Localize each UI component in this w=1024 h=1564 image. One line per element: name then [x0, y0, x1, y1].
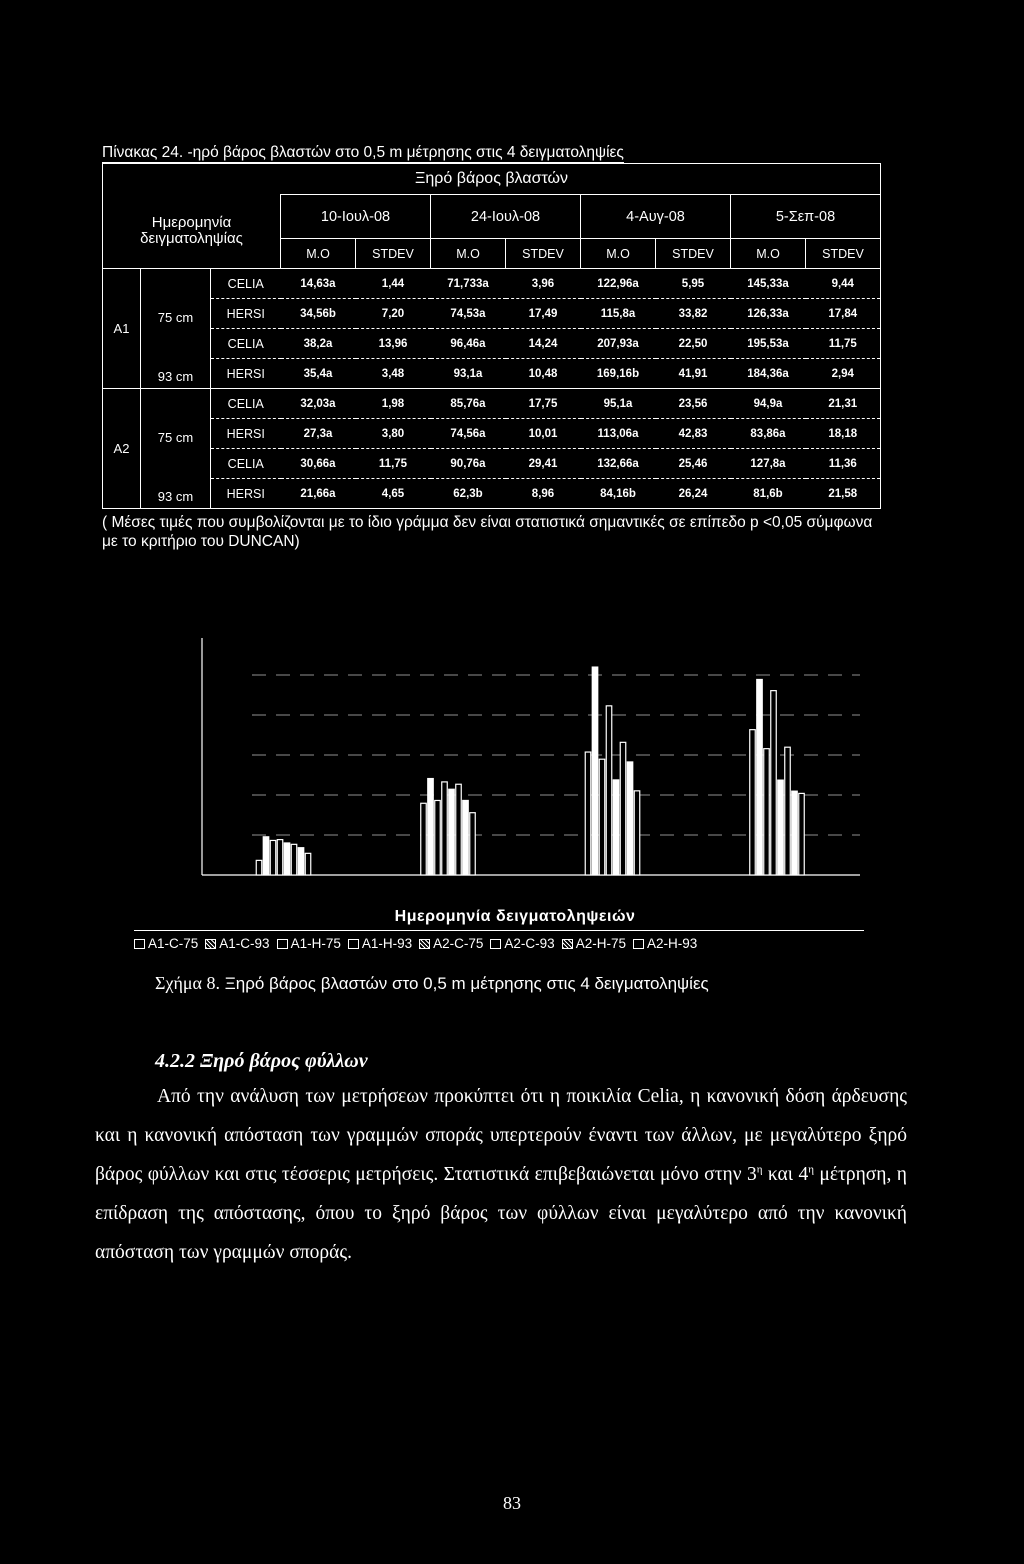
paragraph-text-a: Από την ανάλυση των μετρήσεων προκύπτει ότι η ποικιλία Celia, η κανονική δόση άρδευσης και η κανονική απόσταση των γραμμών σποράς υπερτερούν έναντι των άλλων, με μεγαλύτερο ξηρό βάρος φύλλων και στις τέσσερις μετρήσεις. Στατιστικά επιβεβαιώνεται μόνο στην 3: [95, 1086, 907, 1185]
value-cell: 1,44: [356, 269, 431, 299]
stdev-col-header: STDEV: [656, 239, 731, 269]
variety-cell: HERSI: [211, 299, 281, 329]
bar: [305, 853, 311, 875]
value-cell: 74,53a: [431, 299, 506, 329]
value-cell: 71,733a: [431, 269, 506, 299]
value-cell: 126,33a: [731, 299, 806, 329]
variety-cell: CELIA: [211, 389, 281, 419]
legend-swatch: [419, 939, 430, 949]
value-cell: 10,48: [506, 359, 581, 389]
variety-cell: HERSI: [211, 479, 281, 509]
value-cell: 93,1a: [431, 359, 506, 389]
value-cell: 145,33a: [731, 269, 806, 299]
bar: [627, 762, 633, 875]
bar: [792, 791, 798, 875]
legend-label: A1-C-93: [219, 936, 270, 951]
mean-col-header: Μ.Ο: [581, 239, 656, 269]
bar: [599, 759, 605, 875]
value-cell: 34,56b: [281, 299, 356, 329]
body-paragraph: [95, 1077, 907, 1272]
value-cell: 23,56: [656, 389, 731, 419]
variety-cell: CELIA: [211, 329, 281, 359]
value-cell: 5,95: [656, 269, 731, 299]
section-heading: 4.2.2 Ξηρό βάρος φύλλων: [155, 1050, 368, 1072]
value-cell: 83,86a: [731, 419, 806, 449]
value-cell: 27,3a: [281, 419, 356, 449]
bar: [284, 843, 290, 875]
table-footnote: ( Μέσες τιμές που συμβολίζονται με το ίδιο γράμμα δεν είναι στατιστικά σημαντικές σε επίπεδο p <0,05 σύμφωνα με το κριτήριο του DUNCAN): [102, 514, 873, 550]
variety-cell: HERSI: [211, 419, 281, 449]
bar: [778, 780, 784, 875]
value-cell: 195,53a: [731, 329, 806, 359]
value-cell: 38,2a: [281, 329, 356, 359]
value-cell: 115,8a: [581, 299, 656, 329]
legend-item: [419, 936, 483, 951]
date-header: 4-Αυγ-08: [581, 195, 731, 239]
value-cell: 3,48: [356, 359, 431, 389]
legend-item: [490, 936, 554, 951]
bar: [785, 747, 791, 875]
value-cell: 127,8a: [731, 449, 806, 479]
figure-caption-text: Ξηρό βάρος βλαστών στο 0,5 m μέτρησης στις 4 δειγματοληψίες: [224, 974, 709, 993]
legend-swatch: [134, 939, 145, 949]
legend-swatch: [490, 939, 501, 949]
legend-item: [562, 936, 626, 951]
irrigation-cell: A2: [103, 389, 141, 509]
figure-caption: [155, 973, 709, 994]
bar: [764, 749, 770, 875]
bar: [470, 813, 476, 875]
distance-cell: 75 cm: [141, 269, 211, 329]
value-cell: 14,24: [506, 329, 581, 359]
stdev-col-header: STDEV: [506, 239, 581, 269]
paragraph-text-b: και 4: [762, 1164, 809, 1185]
bar: [263, 837, 269, 875]
figure-caption-label: Σχήμα 8.: [155, 973, 220, 993]
value-cell: 122,96a: [581, 269, 656, 299]
legend-label: A1-C-75: [148, 936, 199, 951]
value-cell: 184,36a: [731, 359, 806, 389]
table-body: [103, 269, 881, 509]
value-cell: 30,66a: [281, 449, 356, 479]
variety-cell: CELIA: [211, 449, 281, 479]
value-cell: 9,44: [806, 269, 881, 299]
legend-label: A1-H-93: [361, 936, 413, 951]
distance-cell: 93 cm: [141, 449, 211, 509]
value-cell: 3,96: [506, 269, 581, 299]
legend-swatch: [562, 939, 573, 949]
distance-cell: 93 cm: [141, 329, 211, 389]
bar: [421, 803, 427, 875]
value-cell: 84,16b: [581, 479, 656, 509]
date-header: 24-Ιουλ-08: [431, 195, 581, 239]
legend-item: [633, 936, 697, 951]
value-cell: 169,16b: [581, 359, 656, 389]
date-label-header: Ημερομηνία δειγματοληψίας: [103, 195, 281, 269]
legend-label: A2-C-75: [433, 936, 484, 951]
table-main-header: Ξηρό βάρος βλαστών: [103, 164, 881, 195]
variety-cell: CELIA: [211, 269, 281, 299]
bar: [634, 791, 640, 875]
table-title: Πίνακας 24. -ηρό βάρος βλαστών στο 0,5 m μέτρησης στις 4 δειγματοληψίες: [102, 144, 624, 161]
bar: [757, 679, 763, 875]
value-cell: 26,24: [656, 479, 731, 509]
legend-divider: [134, 930, 864, 931]
bar: [428, 779, 434, 875]
value-cell: 11,36: [806, 449, 881, 479]
legend-item: [348, 936, 412, 951]
stdev-col-header: STDEV: [356, 239, 431, 269]
value-cell: 14,63a: [281, 269, 356, 299]
value-cell: 17,84: [806, 299, 881, 329]
bar: [606, 706, 612, 875]
value-cell: 94,9a: [731, 389, 806, 419]
legend-label: A2-C-93: [504, 936, 555, 951]
value-cell: 11,75: [356, 449, 431, 479]
paragraph-text-c: μέτρηση, η επίδραση της απόστασης, όπου το ξηρό βάρος των φύλλων είναι μεγαλύτερο από την κανονική απόσταση των γραμμών σποράς.: [95, 1164, 907, 1263]
superscript: η: [808, 1163, 814, 1176]
value-cell: 90,76a: [431, 449, 506, 479]
value-cell: 10,01: [506, 419, 581, 449]
value-cell: 25,46: [656, 449, 731, 479]
value-cell: 81,6b: [731, 479, 806, 509]
value-cell: 4,65: [356, 479, 431, 509]
value-cell: 29,41: [506, 449, 581, 479]
bar: [463, 800, 469, 875]
bar: [277, 840, 283, 875]
bar: [799, 793, 805, 875]
bar: [456, 784, 462, 875]
chart-legend: [134, 936, 874, 951]
chart-x-axis-label: Ημερομηνία δειγματοληψειών: [394, 908, 636, 925]
distance-cell: 75 cm: [141, 389, 211, 449]
bar: [585, 752, 591, 875]
page-number: 83: [503, 1493, 521, 1513]
legend-label: A2-H-75: [575, 936, 626, 951]
mean-col-header: Μ.Ο: [431, 239, 506, 269]
value-cell: 113,06a: [581, 419, 656, 449]
value-cell: 3,80: [356, 419, 431, 449]
bar: [449, 789, 455, 875]
value-cell: 42,83: [656, 419, 731, 449]
data-table: [102, 163, 881, 509]
date-header: 10-Ιουλ-08: [281, 195, 431, 239]
value-cell: 8,96: [506, 479, 581, 509]
value-cell: 74,56a: [431, 419, 506, 449]
bar: [750, 730, 756, 875]
value-cell: 22,50: [656, 329, 731, 359]
legend-label: A1-H-75: [290, 936, 341, 951]
bar: [291, 844, 297, 875]
value-cell: 132,66a: [581, 449, 656, 479]
irrigation-cell: A1: [103, 269, 141, 389]
value-cell: 33,82: [656, 299, 731, 329]
variety-cell: HERSI: [211, 359, 281, 389]
value-cell: 17,75: [506, 389, 581, 419]
bar: [256, 860, 262, 875]
value-cell: 18,18: [806, 419, 881, 449]
bar: [442, 782, 448, 875]
legend-swatch: [205, 939, 216, 949]
legend-item: [134, 936, 198, 951]
value-cell: 207,93a: [581, 329, 656, 359]
value-cell: 32,03a: [281, 389, 356, 419]
legend-swatch: [277, 939, 288, 949]
date-header: 5-Σεπ-08: [731, 195, 881, 239]
mean-col-header: Μ.Ο: [281, 239, 356, 269]
stdev-col-header: STDEV: [806, 239, 881, 269]
bar-chart: [0, 620, 1024, 900]
value-cell: 1,98: [356, 389, 431, 419]
value-cell: 41,91: [656, 359, 731, 389]
legend-swatch: [633, 939, 644, 949]
bar: [613, 780, 619, 875]
legend-label: A2-H-93: [646, 936, 698, 951]
value-cell: 35,4a: [281, 359, 356, 389]
value-cell: 2,94: [806, 359, 881, 389]
legend-item: [205, 936, 269, 951]
bar: [298, 848, 304, 875]
legend-swatch: [348, 939, 359, 949]
value-cell: 95,1a: [581, 389, 656, 419]
mean-col-header: Μ.Ο: [731, 239, 806, 269]
legend-item: [277, 936, 341, 951]
value-cell: 21,66a: [281, 479, 356, 509]
bar: [435, 800, 441, 875]
bar: [270, 840, 276, 875]
value-cell: 21,58: [806, 479, 881, 509]
value-cell: 11,75: [806, 329, 881, 359]
value-cell: 21,31: [806, 389, 881, 419]
bar: [592, 667, 598, 875]
value-cell: 62,3b: [431, 479, 506, 509]
value-cell: 13,96: [356, 329, 431, 359]
value-cell: 85,76a: [431, 389, 506, 419]
value-cell: 96,46a: [431, 329, 506, 359]
value-cell: 17,49: [506, 299, 581, 329]
bar: [620, 742, 626, 875]
bar: [771, 691, 777, 875]
superscript: η: [756, 1163, 763, 1176]
value-cell: 7,20: [356, 299, 431, 329]
